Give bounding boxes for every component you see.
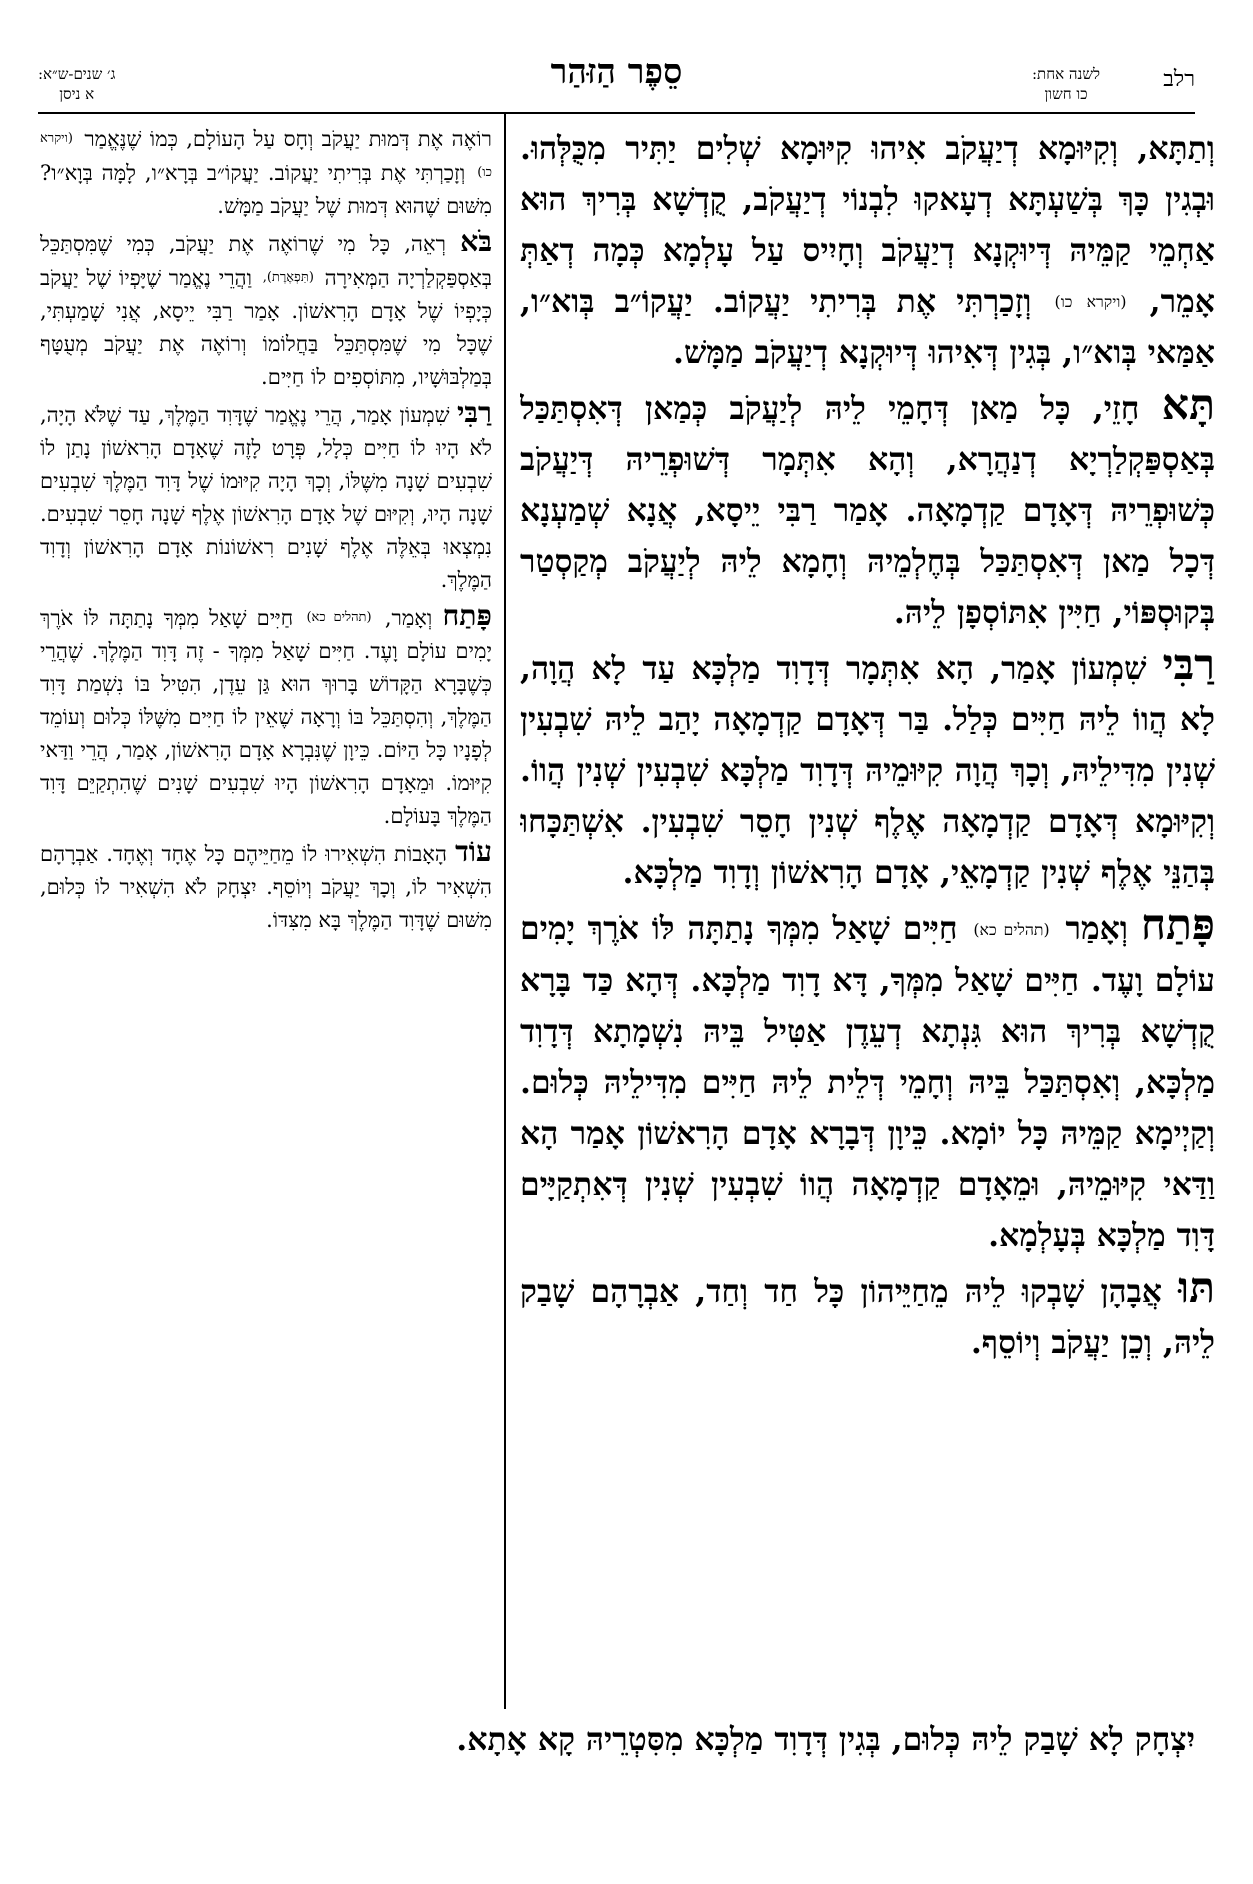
column-divider — [504, 114, 506, 1709]
translation-paragraph: בֹּא רְאֵה, כָּל מִי שֶׁרוֹאֶה אֶת יַעֲקֹב, כְּמִי שֶׁמִּסְתַּכֵּל בְּאַסְפַּקְלַרְיָה הַמְּאִירָה (תִּפְאֶרֶת), וַהֲרֵי נֶאֱמַר שֶׁיָּפְיוֹ שֶׁל יַעֲקֹב כְּיָפְיוֹ שֶׁל אָדָם הָרִאשׁוֹן. אָמַר רַבִּי יֵיסָא, אֲנִי שָׁמַעְתִּי, שֶׁכָּל מִי שֶׁמִּסְתַּכֵּל בַּחֲלוֹמוֹ וְרוֹאֶה אֶת יַעֲקֹב מְעֻטָּף בְּמַלְבּוּשָׁיו, מִתּוֹסְפִים לוֹ חַיִּים. — [40, 223, 492, 389]
schedule-three-years-date: א ניסן — [59, 85, 95, 103]
page-number: רלב — [1163, 67, 1195, 92]
translation-paragraph: רַבִּי שִׁמְעוֹן אָמַר, הֲרֵי נֶאֱמַר שֶׁדָּוִד הַמֶּלֶךְ, עַד שֶׁלֹּא הָיָה, לֹא הָיוּ לוֹ חַיִּים כְּלָל, פְּרָט לָזֶה שֶׁאָדָם הָרִאשׁוֹן נָתַן לוֹ שִׁבְעִים שָׁנָה מִשֶּׁלּוֹ, וְכָךְ הָיָה קִיּוּמוֹ שֶׁל דָּוִד הַמֶּלֶךְ שִׁבְעִים שָׁנָה הָיוּ, וְקִיּוּם שֶׁל אָדָם הָרִאשׁוֹן אֶלֶף שָׁנָה חָסֵר שִׁבְעִים. נִמְצְאוּ בְּאֵלֶּה אֶלֶף שָׁנִים רִאשׁוֹנוֹת אָדָם הָרִאשׁוֹן וְדָוִד הַמֶּלֶךְ. — [40, 394, 492, 592]
aramaic-paragraph: תָּא חָזֵי, כָּל מַאן דְּחָמֵי לֵיהּ לְיַעֲקֹב כְּמַאן דְּאִסְתַּכַּל בְּאַסְפַּקְלַרְיָא דְנַהֲרָא, וְהָא אִתְּמָר דְּשׁוּפְרֵיהּ דְּיַעֲקֹב כְּשׁוּפְרֵיהּ דְּאָדָם קַדְמָאָה. אָמַר רַבִּי יֵיסָא, אֲנָא שְׁמַעְנָא דְּכָל מַאן דְּאִסְתַּכַּל בְּחֶלְמֵיהּ וְחָמָא לֵיהּ לְיַעֲקֹב מְקַסְטַר בְּקוּסְפּוֹי, חַיִּין אִתּוֹסְפָן לֵיהּ. — [520, 380, 1215, 632]
schedule-three-years-label: ג׳ שנים-ש״א: — [38, 65, 116, 83]
header-divider — [38, 112, 1195, 114]
aramaic-text-column — [520, 120, 1215, 1700]
translation-paragraph: רוֹאֶה אֶת דְּמוּת יַעֲקֹב וְחָס עַל הָעוֹלָם, כְּמוֹ שֶׁנֶּאֱמַר (ויקרא כו) וְזָכַרְתִּי אֶת בְּרִיתִי יַעֲקוֹב. יַעֲקוֹ״ב בְּרָא״ו, לָמָּה בְּוָא״ו? מִשּׁוּם שֶׁהוּא דְּמוּת שֶׁל יַעֲקֹב מַמָּשׁ. — [40, 127, 492, 218]
aramaic-paragraph: תּוּ אֲבָהָן שָׁבְקוּ לֵיהּ מֵחַיֵּיהוֹן כָּל חַד וְחַד, אַבְרָהָם שָׁבַק לֵיהּ, וְכֵן יַעֲקֹב וְיוֹסֵף. — [520, 1262, 1215, 1361]
hebrew-translation-column — [40, 120, 492, 1710]
full-width-final-line: יִצְחָק לָא שָׁבַק לֵיהּ כְּלוּם, בְּגִין דְּדָוִד מַלְכָּא מִסִּטְרֵיהּ קָא אָתָא. — [456, 1721, 1195, 1758]
reading-schedule-three-years — [38, 64, 115, 104]
citation: (תהלים כא) — [306, 609, 372, 625]
book-title: סֵפֶר הַזּהַר — [550, 52, 683, 92]
page-header — [38, 52, 1195, 118]
citation: (ויקרא כו) — [40, 131, 492, 180]
citation: (ויקרא כו) — [1054, 292, 1127, 312]
schedule-one-year-date: כו חשון — [1044, 85, 1088, 103]
aramaic-paragraph: פָּתַח וְאָמַר (תהלים כא) חַיִּים שָׁאַל מִמְּךָ נָתַתָּה לּוֹ אֹרֶךְ יָמִים עוֹלָם וָעֶד. חַיִּים שָׁאַל מִמְּךָ, דָּא דָוִד מַלְכָּא. דְּהָא כַּד בָּרָא קֻדְשָׁא בְּרִיךְ הוּא גִּנְתָא דְעֵדֶן אַטִּיל בֵּיהּ נִשְׁמָתָא דְּדָוִד מַלְכָּא, וְאִסְתַּכַּל בֵּיהּ וְחָמֵי דְּלֵית לֵיהּ חַיִּים מִדִּילֵיהּ כְּלוּם. וְקַיְימָא קַמֵּיהּ כָּל יוֹמָא. כֵּיוָן דְּבָרָא אָדָם הָרִאשׁוֹן אָמַר הָא וַדַּאי קִיּוּמֵיהּ, וּמֵאָדָם קַדְמָאָה הֲווֹ שִׁבְעִין שְׁנִין דְּאִתְקַיָּים דָּוִד מַלְכָּא בְּעָלְמָא. — [520, 900, 1215, 1254]
reading-schedule-one-year — [1032, 64, 1100, 104]
aramaic-paragraph: וְתַתָּא, וְקִיּוּמָא דְיַעֲקֹב אִיהוּ קִיּוּמָא שְׁלִים יַתִּיר מִכֻּלְּהוּ. וּבְגִין כָּךְ בְּשַׁעְתָּא דְעָאקוּ לִבְנוֹי דְיַעֲקֹב, קֻדְשָׁא בְּרִיךְ הוּא אַחְמֵי קַמֵּיהּ דְּיוּקְנָא דְיַעֲקֹב וְחָיִיס עַל עָלְמָא כְּמָה דְאַתְּ אָמֵר, (ויקרא כו) וְזָכַרְתִּי אֶת בְּרִיתִי יַעֲקוֹב. יַעֲקוֹ״ב בְּוא״ו, אַמַּאי בְּוא״ו, בְּגִין דְּאִיהוּ דְּיוּקְנָא דְיַעֲקֹב מַמָּשׁ. — [520, 130, 1215, 372]
translation-paragraph: פָּתַח וְאָמַר, (תהלים כא) חַיִּים שָׁאַל מִמְּךָ נָתַתָּה לּוֹ אֹרֶךְ יָמִים עוֹלָם וָעֶד. חַיִּים שָׁאַל מִמְּךָ - זֶה דָּוִד הַמֶּלֶךְ. שֶׁהֲרֵי כְּשֶׁבָּרָא הַקָּדוֹשׁ בָּרוּךְ הוּא גַּן עֵדֶן, הִטִּיל בּוֹ נִשְׁמַת דָּוִד הַמֶּלֶךְ, וְהִסְתַּכֵּל בּוֹ וְרָאָה שֶׁאֵין לוֹ חַיִּים מִשֶּׁלּוֹ כְּלוּם וְעוֹמֵד לְפָנָיו כָּל הַיּוֹם. כֵּיוָן שֶׁנִּבְרָא אָדָם הָרִאשׁוֹן, אָמַר, הֲרֵי וַדַּאי קִיּוּמוֹ. וּמֵאָדָם הָרִאשׁוֹן הָיוּ שִׁבְעִים שָׁנִים שֶׁהִתְקַיֵּם דָּוִד הַמֶּלֶךְ בָּעוֹלָם. — [40, 597, 492, 828]
citation: (תִּפְאֶרֶת), — [262, 269, 314, 285]
schedule-one-year-label: לשנה אחת: — [1032, 65, 1100, 83]
translation-paragraph: עוֹד הָאָבוֹת הִשְׁאִירוּ לוֹ מֵחַיֵּיהֶם כָּל אֶחָד וְאֶחָד. אַבְרָהָם הִשְׁאִיר לוֹ, וְכָךְ יַעֲקֹב וְיוֹסֵף. יִצְחָק לֹא הִשְׁאִיר לוֹ כְּלוּם, מִשּׁוּם שֶׁדָּוִד הַמֶּלֶךְ בָּא מִצִּדּוֹ. — [40, 833, 492, 932]
citation: (תהלים כא) — [973, 919, 1050, 939]
aramaic-paragraph: רַבִּי שִׁמְעוֹן אָמַר, הָא אִתְּמָר דְּדָוִד מַלְכָּא עַד לָא הֲוָה, לָא הֲווֹ לֵיהּ חַיִּים כְּלַל. בַּר דְּאָדָם קַדְמָאָה יָהַב לֵיהּ שִׁבְעִין שְׁנִין מִדִּילֵיהּ, וְכָךְ הֲוָה קִיּוּמֵיהּ דְּדָוִד מַלְכָּא שִׁבְעִין שְׁנִין הֲווֹ. וְקִיּוּמָא דְּאָדָם קַדְמָאָה אֶלֶף שְׁנִין חָסֵר שִׁבְעִין. אִשְׁתַּכָּחוּ בְּהַנֵּי אֶלֶף שְׁנִין קַדְמָאֵי, אָדָם הָרִאשׁוֹן וְדָוִד מַלְכָּא. — [520, 640, 1215, 892]
